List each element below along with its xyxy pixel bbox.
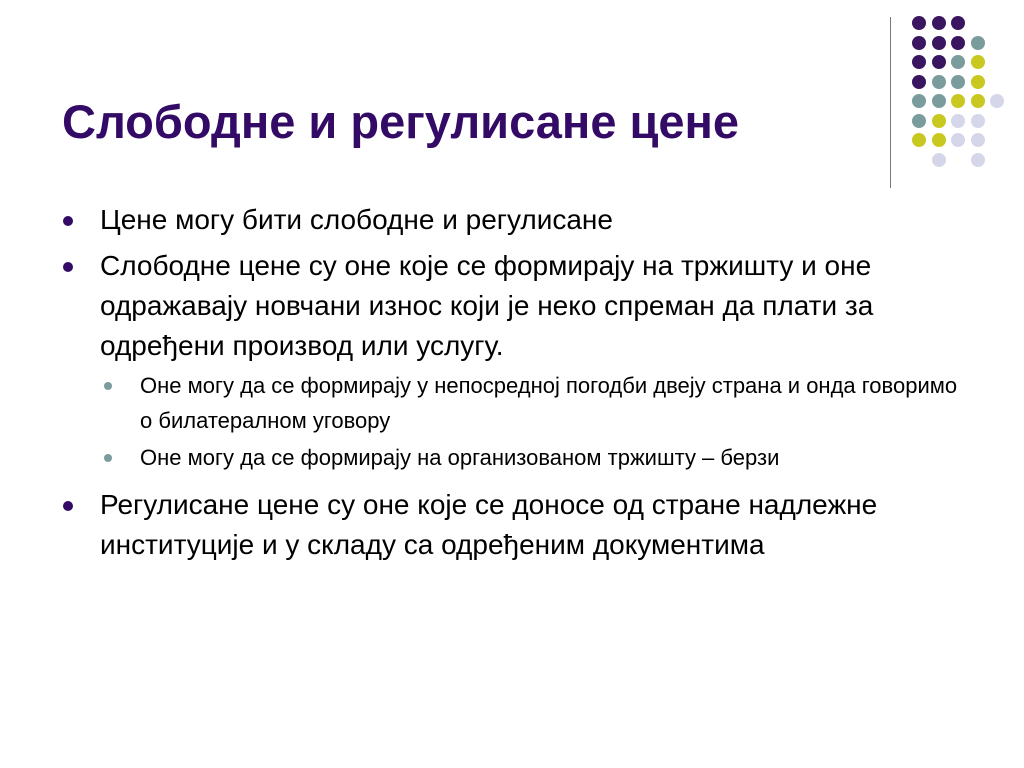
decorative-dot-yellow bbox=[971, 94, 985, 108]
decorative-dot-teal bbox=[912, 94, 926, 108]
decorative-dot-teal bbox=[971, 36, 985, 50]
decorative-dot-yellow bbox=[912, 133, 926, 147]
decorative-dot-teal bbox=[932, 94, 946, 108]
decorative-dot-yellow bbox=[971, 75, 985, 89]
bullet-item bbox=[62, 485, 962, 565]
bullet-item bbox=[62, 246, 962, 366]
bullet-text: Слободне цене су оне које се формирају на тржишту и оне одражавају новчани износ који је неко спреман да плати за одређени производ или услугу. bbox=[100, 250, 874, 361]
sub-bullet-item bbox=[100, 368, 962, 438]
bullet-dot-icon bbox=[63, 262, 73, 272]
decorative-dot-lavender bbox=[971, 114, 985, 128]
decorative-dot-lavender bbox=[971, 153, 985, 167]
bullet-dot-icon bbox=[63, 216, 73, 226]
decorative-dot-yellow bbox=[951, 94, 965, 108]
bullet-dot-icon bbox=[63, 501, 73, 511]
decorative-dot-purple bbox=[951, 16, 965, 30]
sub-bullet-list bbox=[62, 368, 962, 475]
decorative-dot-teal bbox=[951, 75, 965, 89]
decorative-dot-lavender bbox=[951, 133, 965, 147]
decorative-dot-lavender bbox=[932, 153, 946, 167]
decorative-dot-lavender bbox=[951, 114, 965, 128]
sub-bullet-text: Оне могу да се формирају на организованом тржишту – берзи bbox=[140, 445, 780, 470]
decorative-dot-teal bbox=[912, 114, 926, 128]
sub-bullet-item bbox=[100, 440, 962, 475]
sub-bullet-dot-icon bbox=[104, 454, 112, 462]
decorative-dot-lavender bbox=[990, 94, 1004, 108]
decorative-dot-purple bbox=[932, 36, 946, 50]
decorative-dot-purple bbox=[932, 16, 946, 30]
decorative-dot-purple bbox=[932, 55, 946, 69]
decorative-dot-yellow bbox=[971, 55, 985, 69]
slide-body bbox=[62, 200, 962, 571]
bullet-text: Цене могу бити слободне и регулисане bbox=[100, 204, 613, 235]
bullet-item bbox=[62, 200, 962, 240]
decorative-dot-purple bbox=[912, 75, 926, 89]
decorative-dot-teal bbox=[932, 75, 946, 89]
bullet-text: Регулисане цене су оне које се доносе од стране надлежне институције и у складу са одређеним документима bbox=[100, 489, 878, 560]
slide-title: Слободне и регулисане цене bbox=[62, 95, 740, 148]
decorative-dot-lavender bbox=[971, 133, 985, 147]
decorative-dot-purple bbox=[912, 55, 926, 69]
title-divider bbox=[890, 17, 891, 188]
decorative-dot-purple bbox=[912, 36, 926, 50]
decorative-dot-yellow bbox=[932, 133, 946, 147]
decorative-dot-teal bbox=[951, 55, 965, 69]
sub-bullet-dot-icon bbox=[104, 382, 112, 390]
sub-bullet-text: Оне могу да се формирају у непосредној погодби двеју страна и онда говоримо о билатералном уговору bbox=[140, 373, 958, 433]
decorative-dot-yellow bbox=[932, 114, 946, 128]
decorative-dot-purple bbox=[951, 36, 965, 50]
decorative-dot-purple bbox=[912, 16, 926, 30]
